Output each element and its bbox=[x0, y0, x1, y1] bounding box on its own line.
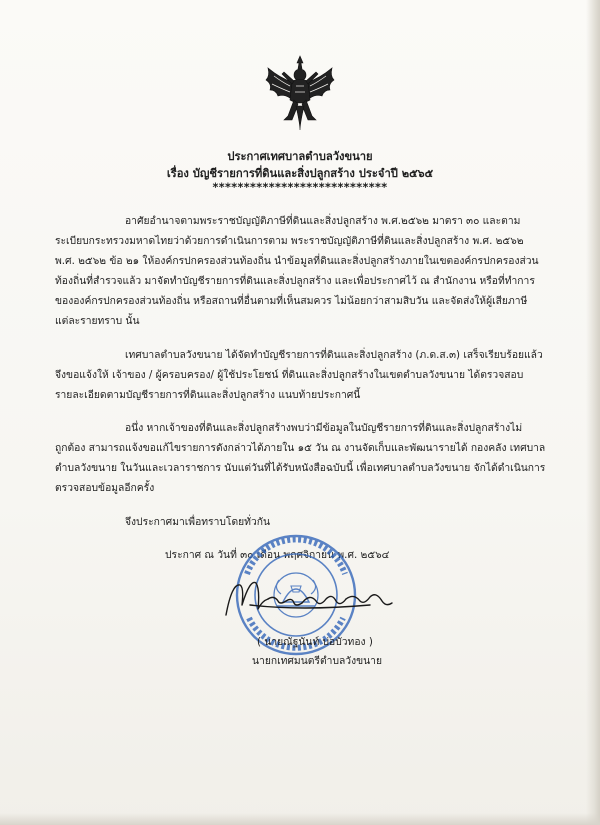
page-edge-shadow bbox=[586, 0, 600, 825]
handwritten-signature-icon bbox=[220, 575, 396, 623]
paragraph3-line: ถูกต้อง สามารถแจ้งขอแก้ไขรายการดังกล่าวได้ภายใน ๑๕ วัน ณ งานจัดเก็บและพัฒนารายได้ กองคลัง เทศบาล bbox=[55, 442, 546, 454]
paragraph1-line: อาศัยอำนาจตามพระราชบัญญัติภาษีที่ดินและสิ่งปลูกสร้าง พ.ศ.๒๕๖๒ มาตรา ๓๐ และตาม bbox=[125, 215, 521, 227]
announcement-date: ประกาศ ณ วันที่ ๓๐ เดือน พฤศจิกายน พ.ศ. ๒๕๖๔ bbox=[165, 549, 390, 561]
garuda-emblem-icon bbox=[262, 54, 338, 132]
paragraph3-line: ตำบลวังขนาย ในวันและเวลาราชการ นับแต่วันที่ได้รับหนังสือฉบับนี้ เพื่อเทศบาลตำบลวังขนาย จักได้ดำเนินการ bbox=[55, 462, 546, 474]
paragraph1-line: แต่ละรายทราบ นั้น bbox=[55, 315, 140, 327]
paragraph1-line: พ.ศ. ๒๕๖๒ ข้อ ๒๑ ให้องค์กรปกครองส่วนท้องถิ่น นำข้อมูลที่ดินและสิ่งปลูกสร้างภายในเขตองค์กรปกครองส่วน bbox=[55, 255, 539, 267]
closing-statement: จึงประกาศมาเพื่อทราบโดยทั่วกัน bbox=[125, 516, 271, 528]
paragraph2-line: เทศบาลตำบลวังขนาย ได้จัดทำบัญชีรายการที่ดินและสิ่งปลูกสร้าง (ภ.ด.ส.๓) เสร็จเรียบร้อยแล้ว bbox=[125, 349, 543, 361]
signatory-position: นายกเทศมนตรีตำบลวังขนาย bbox=[252, 655, 382, 667]
announcement-subject: เรื่อง บัญชีรายการที่ดินและสิ่งปลูกสร้าง ประจำปี ๒๕๖๕ bbox=[166, 167, 434, 180]
paragraph2-line: รายละเอียดตามบัญชีรายการที่ดินและสิ่งปลูกสร้าง แนบท้ายประกาศนี้ bbox=[55, 389, 361, 401]
announcement-title: ประกาศเทศบาลตำบลวังขนาย bbox=[227, 150, 373, 163]
paragraph2-line: จึงขอแจ้งให้ เจ้าของ / ผู้ครอบครอง/ ผู้ใช้ประโยชน์ ที่ดินและสิ่งปลูกสร้างในเขตตำบลวังขนาย ได้ตรวจสอบ bbox=[55, 369, 524, 381]
paragraph3-line: ตรวจสอบข้อมูลอีกครั้ง bbox=[55, 482, 155, 494]
paragraph1-line: ขององค์กรปกครองส่วนท้องถิ่น หรือสถานที่อื่นตามที่เห็นสมควร ไม่น้อยกว่าสามสิบวัน และจัดส่งให้ผู้เสียภาษี bbox=[55, 295, 528, 307]
paragraph1-line: ท้องถิ่นที่สำรวจแล้ว มาจัดทำบัญชีรายการที่ดินและสิ่งปลูกสร้าง และเพื่อประกาศไว้ ณ สำนักงาน หรือที่ทำการ bbox=[55, 275, 535, 287]
paragraph3-line: อนึ่ง หากเจ้าของที่ดินและสิ่งปลูกสร้างพบว่ามีข้อมูลในบัญชีรายการที่ดินและสิ่งปลูกสร้างไม่ bbox=[125, 422, 523, 434]
page-bottom-shadow bbox=[0, 813, 600, 825]
paragraph1-line: ระเบียบกระทรวงมหาดไทยว่าด้วยการดำเนินการตาม พระราชบัญญัติภาษีที่ดินและสิ่งปลูกสร้าง พ.ศ. ๒๕๖๒ bbox=[55, 235, 524, 247]
separator-stars: **************************** bbox=[212, 181, 388, 194]
signatory-name: ( นายณัฐนันท์ บ่อบัวทอง ) bbox=[257, 636, 373, 648]
